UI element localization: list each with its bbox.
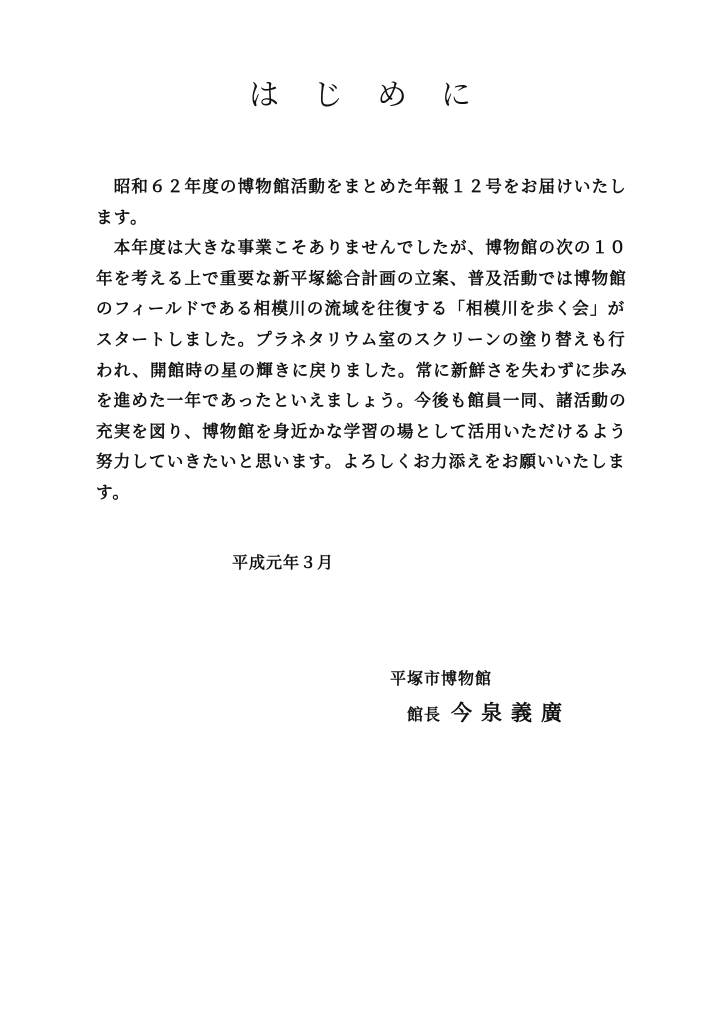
signature: [407, 700, 571, 728]
body-text: [96, 172, 636, 509]
body-line: を進めた一年であったといえましょう。今後も館員一同、諸活動の: [96, 391, 627, 411]
director-name: 今泉義廣: [451, 701, 572, 725]
body-line: 充実を図り、博物館を身近かな学習の場として活用いただけるよう: [96, 421, 627, 441]
body-line: われ、開館時の星の輝きに戻りました。常に新鮮さを失わずに歩み: [96, 360, 628, 380]
page-title: はじめに: [249, 78, 505, 114]
body-line: 努力していきたいと思います。よろしくお力添えをお願いいたしま: [96, 452, 626, 472]
body-line: す。: [96, 482, 131, 502]
director-role: 館長: [407, 705, 442, 724]
body-line: 本年度は大きな事業こそありませんでしたが、博物館の次の１０: [96, 238, 627, 258]
body-line: スタートしました。プラネタリウム室のスクリーンの塗り替えも行: [96, 329, 627, 349]
body-line: のフィールドである相模川の流域を往復する「相模川を歩く会」が: [96, 299, 626, 319]
body-line: ます。: [96, 207, 148, 227]
body-line: 年を考える上で重要な新平塚総合計画の立案、普及活動では博物館: [96, 268, 627, 288]
body-line: 昭和６２年度の博物館活動をまとめた年報１２号をお届けいたし: [96, 177, 627, 196]
date: 平成元年３月: [232, 553, 335, 572]
organization-name: 平塚市博物館: [390, 669, 493, 688]
